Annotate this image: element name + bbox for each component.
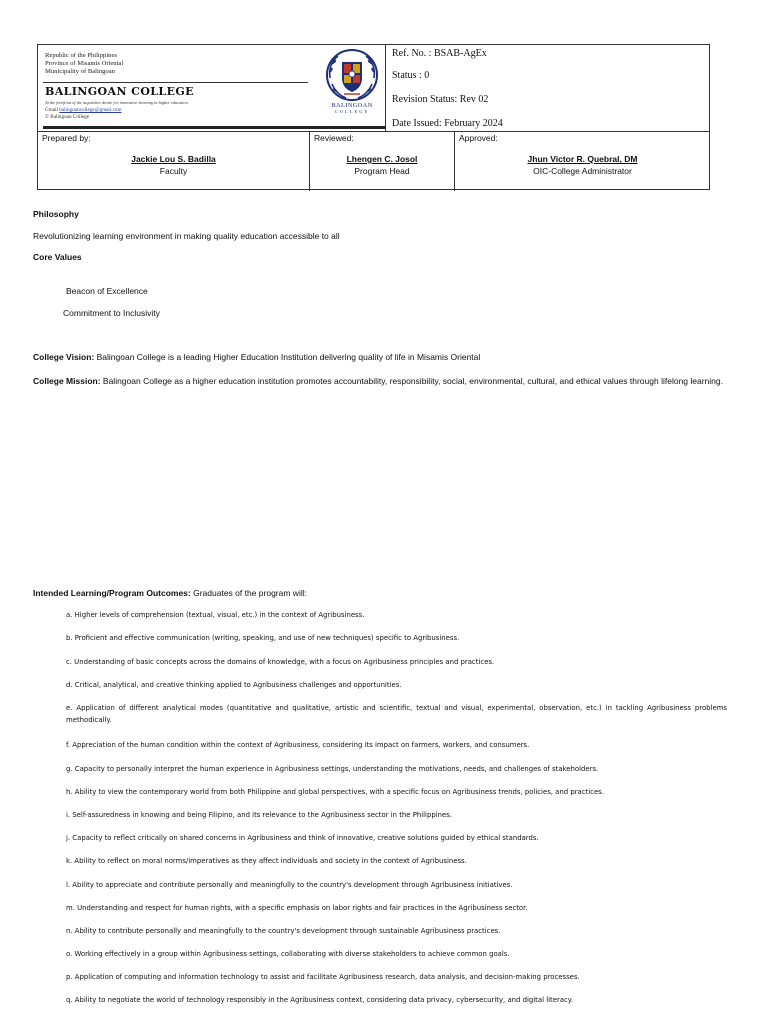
philosophy-heading: Philosophy	[33, 209, 79, 219]
outcome-item: j. Capacity to reflect critically on shared concerns in Agribusiness and think of innovative, creative solutions guided by ethical standards.	[66, 834, 539, 842]
facebook-line	[45, 114, 89, 120]
preparer-name: Jackie Lou S. Badilla	[131, 154, 216, 164]
outcome-item: l. Ability to appreciate and contribute personally and meaningfully to the country's development through Agribusiness initiatives.	[66, 881, 513, 889]
core-values-heading: Core Values	[33, 252, 82, 262]
outcome-item: m. Understanding and respect for human rights, with a specific emphasis on labor rights and fair practices in the Agribusiness sector.	[66, 904, 528, 912]
outcome-item: e. Application of different analytical modes (quantitative and qualitative, artistic and scientific, textual and visual, experimental, observation, etc.) in tackling Agribusiness problems methodically.	[66, 704, 727, 724]
status: Status : 0	[392, 70, 430, 81]
college-mission	[33, 375, 727, 387]
outcomes-intro	[33, 588, 307, 598]
philosophy-text: Revolutionizing learning environment in making quality education accessible to all	[33, 231, 340, 241]
vision-text: Balingoan College is a leading Higher Education Institution delivering quality of life in Misamis Oriental	[94, 352, 481, 362]
logo-subtext: COLLEGE	[334, 109, 370, 114]
reviewer-role: Program Head	[354, 166, 410, 176]
outcome-item: g. Capacity to personally interpret the human experience in Agribusiness settings, understanding the motivations, needs, and challenges of stakeholders.	[66, 765, 599, 773]
mission-text: Balingoan College as a higher education institution promotes accountability, responsibility, social, environmental, cultural, and ethical values through lifelong learning.	[100, 376, 723, 386]
mission-label: College Mission:	[33, 376, 101, 386]
outcome-item: d. Critical, analytical, and creative thinking applied to Agribusiness challenges and opportunities.	[66, 681, 402, 689]
reviewed-by-cell	[309, 132, 454, 191]
outcome-item: c. Understanding of basic concepts across the domains of knowledge, with a focus on Agribusiness principles and practices.	[66, 658, 495, 666]
email-link[interactable]: balingoancollege@gmail.com	[59, 107, 122, 113]
approved-label: Approved:	[459, 133, 498, 143]
government-lines	[45, 52, 123, 76]
college-vision	[33, 351, 727, 363]
college-name: BALINGOAN COLLEGE	[45, 85, 194, 98]
revision-status: Revision Status: Rev 02	[392, 94, 489, 105]
reviewed-label: Reviewed:	[314, 133, 354, 143]
reviewer-name: Lhengen C. Josol	[346, 154, 418, 164]
approver-role: OIC-College Administrator	[533, 166, 632, 176]
outcome-item: b. Proficient and effective communication (writing, speaking, and use of new techniques) specific to Agribusiness.	[66, 634, 460, 642]
gov-line-republic: Republic of the Philippines	[45, 52, 117, 59]
outcome-item: n. Ability to contribute personally and meaningfully to the country's development through sustainable Agribusiness practices.	[66, 927, 501, 935]
gov-line-province: Province of Misamis Oriental	[45, 60, 124, 67]
core-value-item: Beacon of Excellence	[66, 286, 148, 296]
outcomes-label: Intended Learning/Program Outcomes:	[33, 588, 191, 598]
date-issued: Date Issued: February 2024	[392, 118, 503, 129]
facebook-name: Balingoan College	[50, 114, 90, 120]
header-underline	[43, 126, 385, 129]
outcome-item: p. Application of computing and information technology to assist and facilitate Agribusiness research, data analysis, and decision-making processes.	[66, 973, 580, 981]
outcome-item: k. Ability to reflect on moral norms/imperatives as they affect individuals and society in the context of Agribusiness.	[66, 857, 467, 865]
logo-text: BALINGOAN	[331, 102, 373, 109]
prepared-by-cell	[38, 132, 309, 191]
document-header	[37, 44, 710, 190]
gmail-label: Gmail	[45, 107, 58, 113]
vision-label: College Vision:	[33, 352, 95, 362]
outcome-item: i. Self-assuredness in knowing and being Filipino, and its relevance to the Agribusiness sector in the Philippines.	[66, 811, 453, 819]
outcomes-intro-text: Graduates of the program will:	[190, 588, 307, 598]
divider	[43, 82, 308, 83]
outcome-item: o. Working effectively in a group within Agribusiness settings, collaborating with diverse stakeholders to achieve common goals.	[66, 950, 510, 958]
document-meta	[385, 45, 710, 131]
ref-no: Ref. No. : BSAB-AgEx	[392, 48, 487, 59]
outcome-item: a. Higher levels of comprehension (textual, visual, etc.) in the context of Agribusiness.	[66, 611, 365, 619]
outcome-item: f. Appreciation of the human condition within the context of Agribusiness, considering its impact on farmers, workers, and consumers.	[66, 741, 530, 749]
college-logo	[319, 48, 385, 128]
preparer-role: Faculty	[159, 166, 188, 176]
email-line	[45, 107, 122, 113]
outcome-item: h. Ability to view the contemporary world from both Philippine and global perspectives, with a specific focus on Agribusiness trends, policies, and practices.	[66, 788, 604, 796]
signatory-row	[38, 131, 710, 190]
approver-name: Jhun Victor R. Quebral, DM	[527, 154, 638, 164]
institution-block	[38, 45, 309, 131]
core-value-item: Commitment to Inclusivity	[63, 308, 160, 318]
gov-line-municipality: Municipality of Balingoan	[45, 68, 115, 75]
college-tagline: At the forefront of the inquisitive desire for innovative learning in higher education	[45, 100, 188, 105]
approved-by-cell	[454, 132, 710, 191]
college-seal-icon	[322, 48, 382, 102]
facebook-icon: ©	[45, 114, 49, 120]
outcome-item: q. Ability to negotiate the world of technology responsibly in the Agribusiness context, considering data privacy, cybersecurity, and digital literacy.	[66, 996, 574, 1004]
prepared-by-label: Prepared by:	[42, 133, 91, 143]
